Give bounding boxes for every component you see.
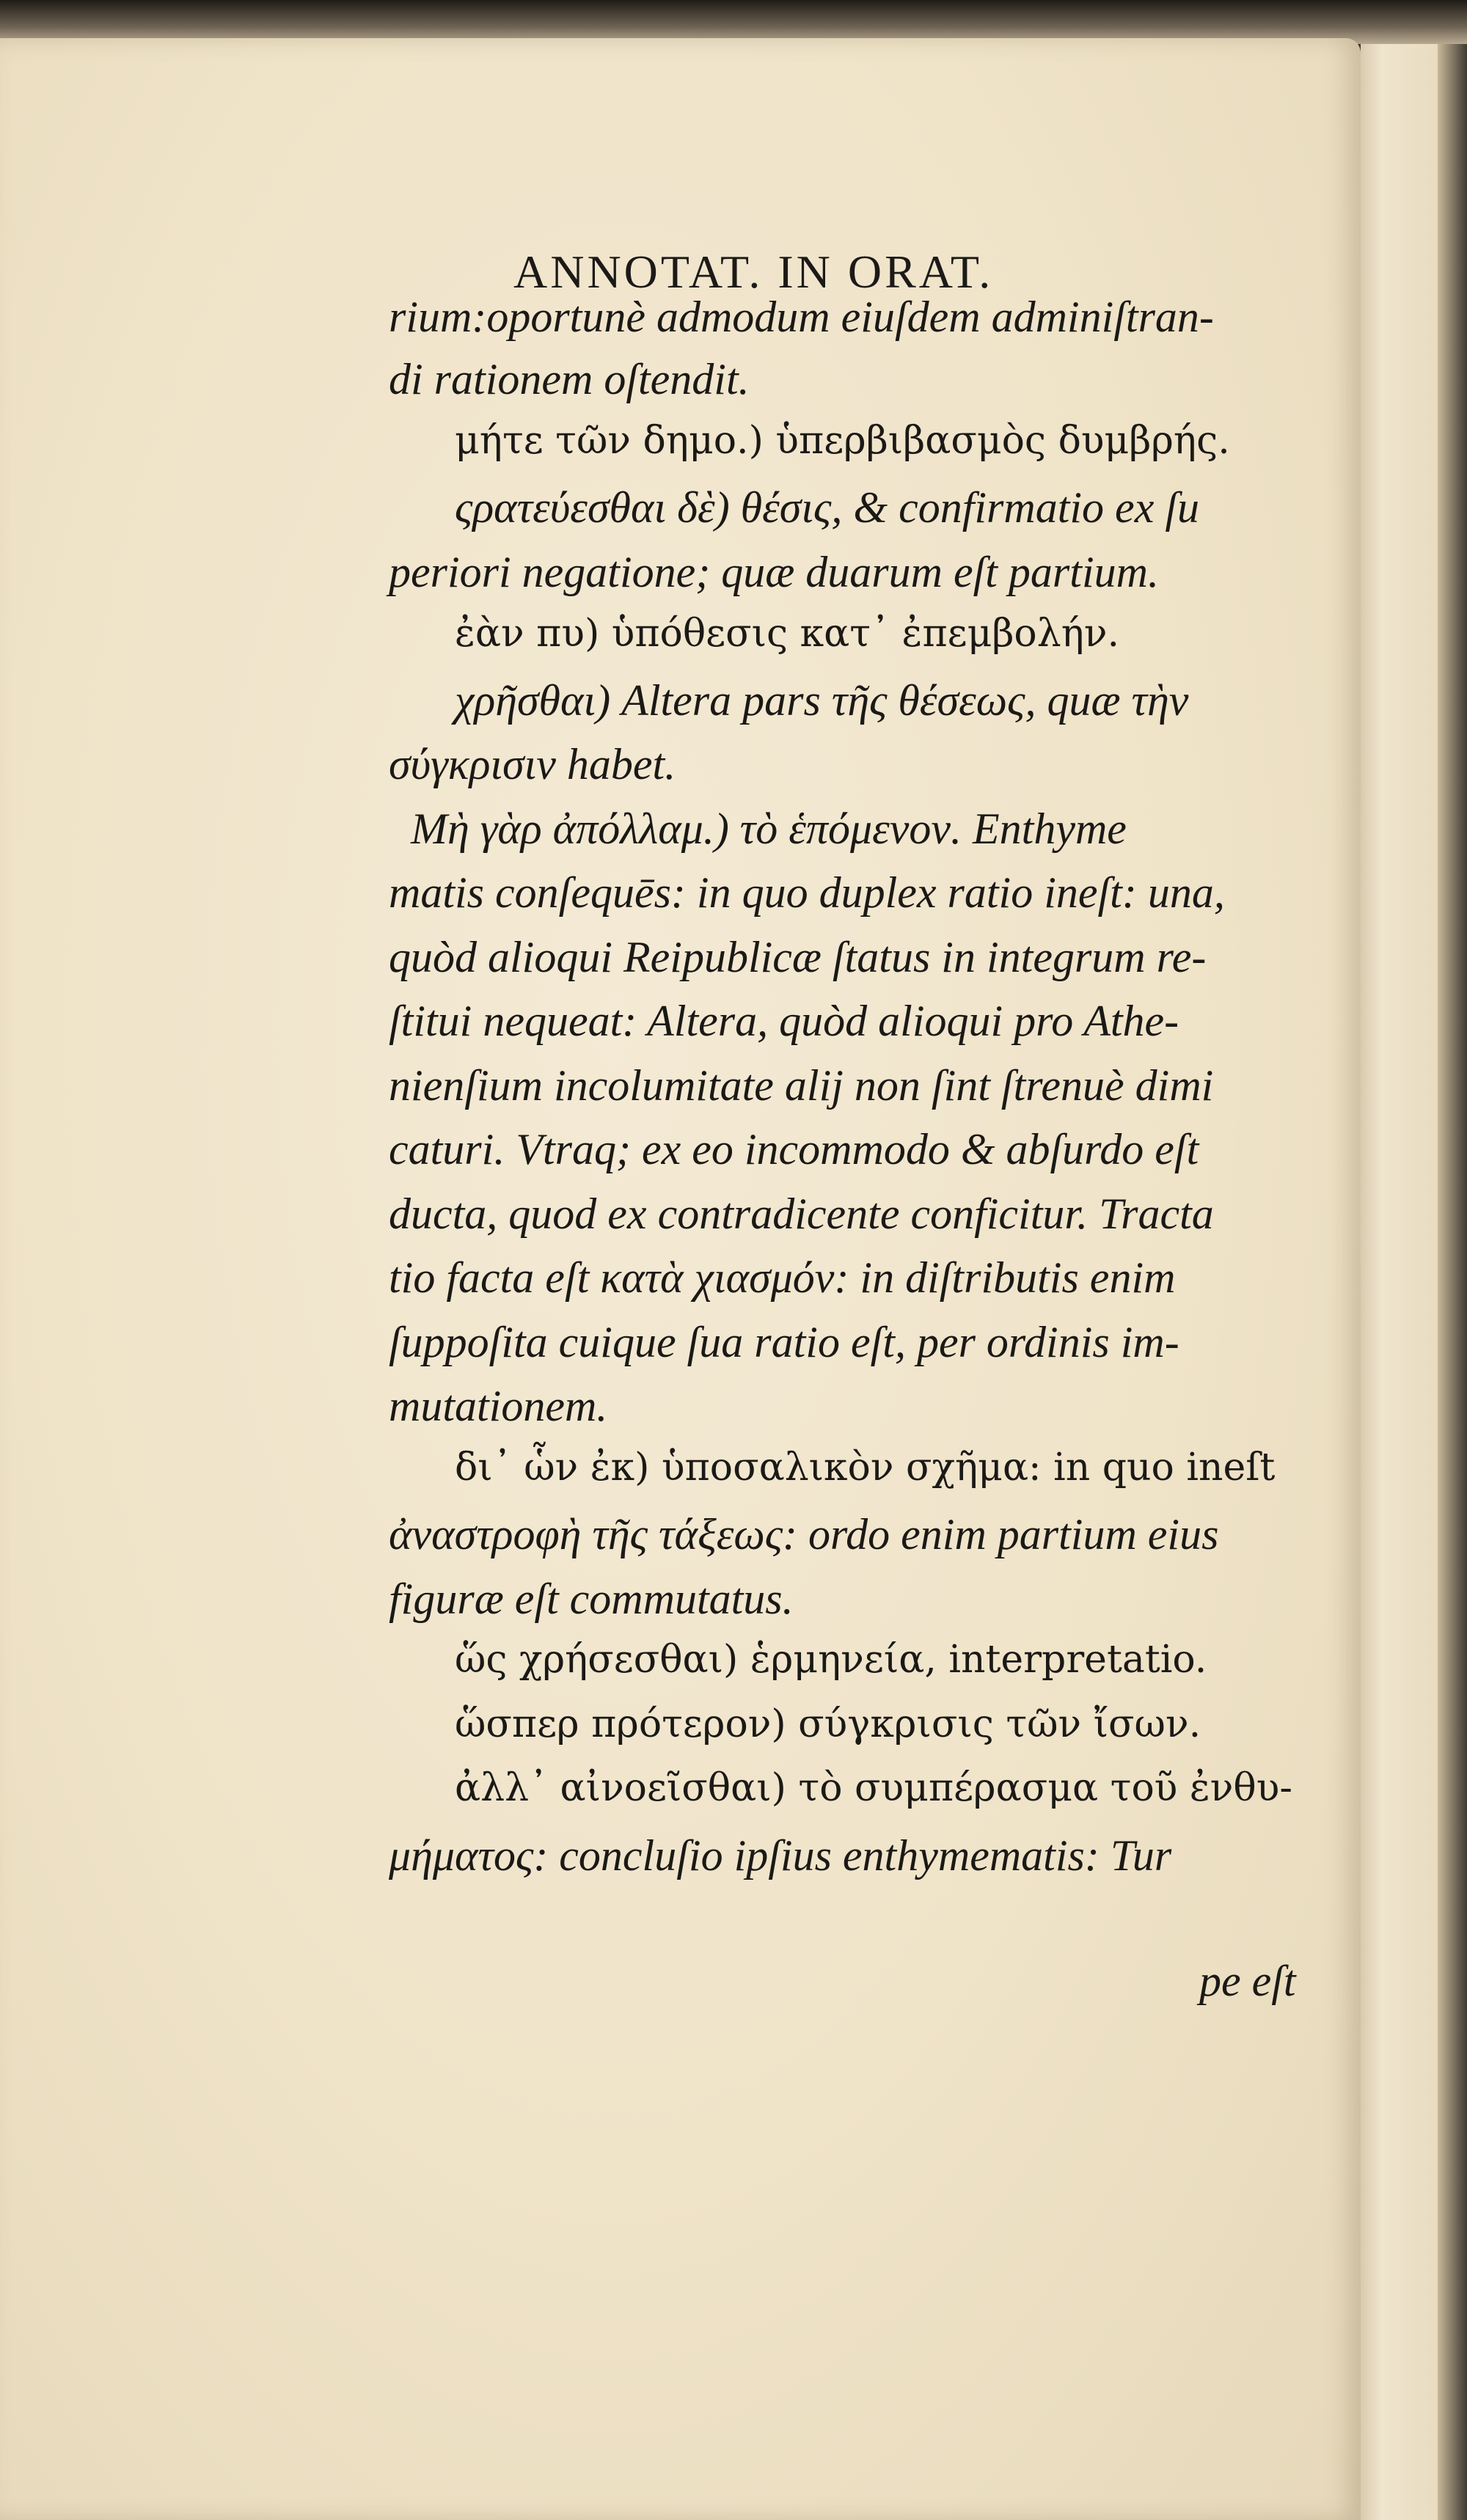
text-line-19: δι᾽ ὧν ἐκ) ὑποσαλικὸν σχῆμα: in quo ineſt [455, 1446, 1276, 1490]
text-line-16: tio facta eſt κατὰ χιασμόν: in diſtributis enim [389, 1253, 1176, 1302]
text-line-20: ἀναστροφὴ τῆς τάξεως: ordo enim partium eius [389, 1510, 1219, 1558]
text-line-1: rium:oportunè admodum eiuſdem adminiſtran- [389, 293, 1214, 341]
text-line-15: ducta, quod ex contradicente conficitur. Tracta [389, 1190, 1214, 1238]
text-line-10: matis conſequēs: in quo duplex ratio ineſt: una, [389, 868, 1225, 917]
text-line-7: χρῆσθαι) Altera pars τῆς θέσεως, quæ τὴν [455, 676, 1189, 725]
text-line-17: ſuppoſita cuique ſua ratio eſt, per ordinis im- [389, 1318, 1179, 1366]
text-line-24: ἀλλ᾽ αἰνοεῖσθαι) τὸ συμπέρασμα τοῦ ἐνθυ- [455, 1766, 1292, 1810]
text-line-21: figuræ eſt commutatus. [389, 1575, 794, 1623]
text-line-18: mutationem. [389, 1382, 608, 1430]
text-line-6: ἐὰν πυ) ὑπόθεσις κατ᾽ ἐπεμβολήν. [455, 612, 1119, 656]
text-line-12: ſtitui nequeat: Altera, quòd alioqui pro Athe- [389, 997, 1179, 1045]
text-line-13: nienſium incolumitate alij non ſint ſtrenuè dimi [389, 1061, 1214, 1110]
catchword: pe eſt [1199, 1957, 1296, 2005]
running-head: ANNOTAT. IN ORAT. [513, 246, 994, 298]
text-line-8: σύγκρισιν habet. [389, 740, 676, 788]
book-top-edge [0, 0, 1467, 44]
text-line-14: caturi. Vtraq; ex eo incommodo & abſurdo eſt [389, 1125, 1199, 1173]
page-left [0, 38, 1361, 2520]
text-line-3: μήτε τῶν δημο.) ὑπερβιβασμὸς δυμβρής. [455, 419, 1230, 463]
text-line-9: Μὴ γὰρ ἀπόλλαμ.) τὸ ἑπόμενον. Enthyme [411, 805, 1127, 853]
text-line-5: periori negatione; quæ duarum eſt partium. [389, 548, 1159, 596]
text-line-22: ὥς χρήσεσθαι) ἑρμηνεία, interpretatio. [455, 1638, 1207, 1682]
text-line-2: di rationem oſtendit. [389, 355, 750, 403]
text-line-4: ςρατεύεσθαι δὲ) θέσις, & confirmatio ex ſu [455, 483, 1199, 532]
text-line-23: ὥσπερ πρότερον) σύγκρισις τῶν ἴσων. [455, 1702, 1201, 1746]
book-binding-edge [1438, 44, 1467, 2520]
text-line-11: quòd alioqui Reipublicæ ſtatus in integrum re- [389, 933, 1207, 981]
text-line-25: μήματος: concluſio ipſius enthymematis: Tur [389, 1831, 1172, 1880]
